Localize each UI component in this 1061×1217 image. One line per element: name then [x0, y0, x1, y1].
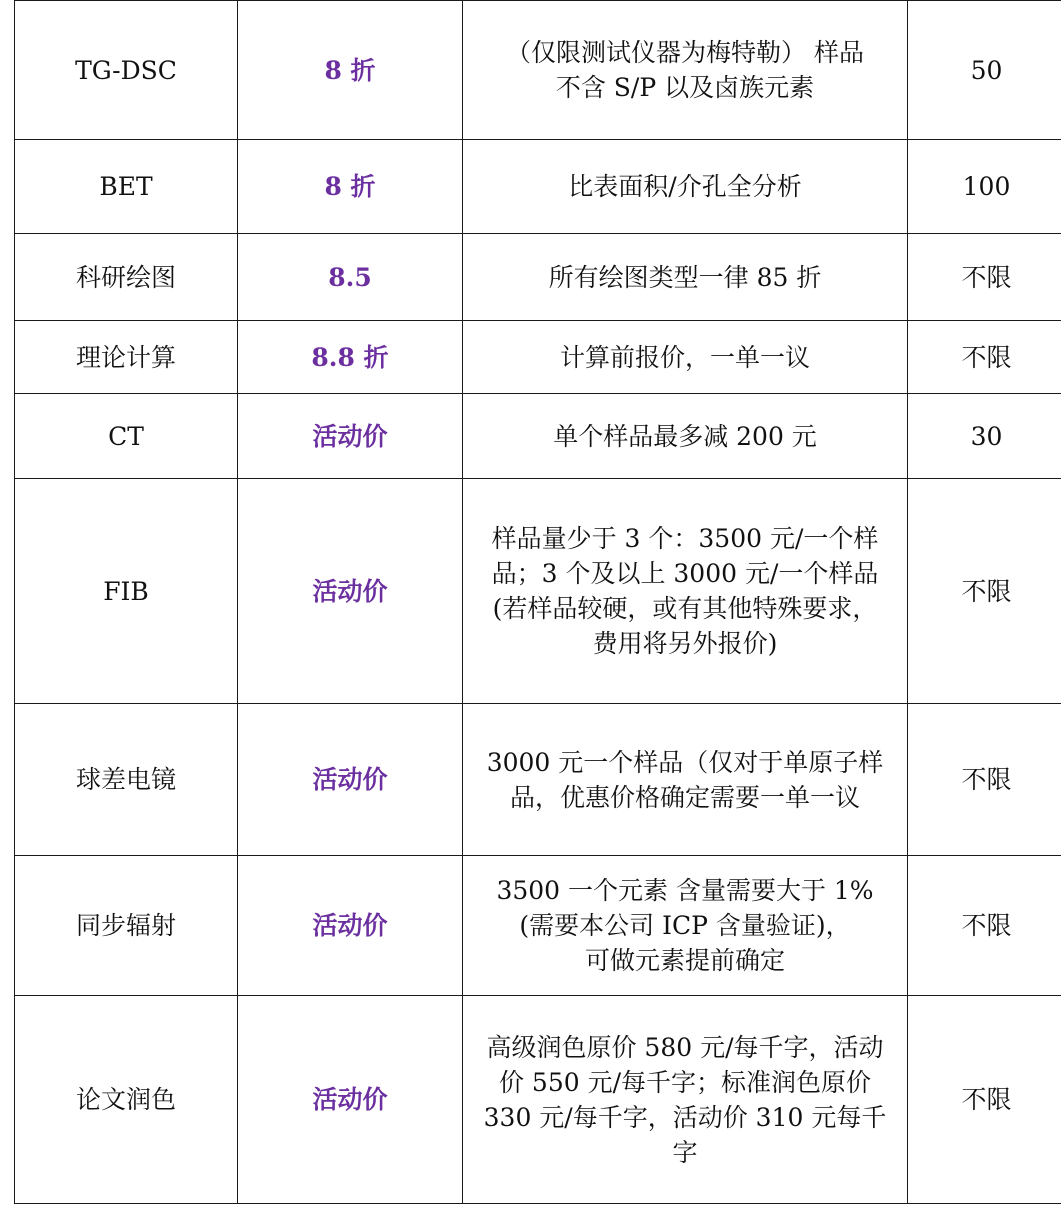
table-row	[15, 856, 1061, 996]
service-description	[463, 321, 908, 394]
price-table	[14, 0, 1061, 1204]
service-description	[463, 704, 908, 856]
description-line: 费用将另外报价)	[592, 629, 778, 658]
description-line: 可做元素提前确定	[584, 946, 785, 975]
discount-value: 活动价	[238, 479, 463, 704]
service-description	[463, 1, 908, 140]
service-description	[463, 394, 908, 479]
quantity-limit: 不限	[908, 704, 1061, 856]
service-name: TG-DSC	[15, 1, 238, 140]
service-description	[463, 996, 908, 1204]
description-line: 3500 一个元素 含量需要大于 1%	[496, 876, 874, 905]
description-line: (若样品较硬，或有其他特殊要求，	[492, 594, 878, 623]
description-line: 字	[672, 1137, 698, 1167]
service-name: 同步辐射	[15, 856, 238, 996]
discount-value: 活动价	[238, 394, 463, 479]
table-row	[15, 1, 1061, 140]
discount-value: 8 折	[238, 1, 463, 140]
description-line: (需要本公司 ICP 含量验证)，	[519, 911, 851, 940]
description-line: 所有绘图类型一律 85 折	[548, 262, 822, 292]
discount-value: 8.8 折	[238, 321, 463, 394]
price-table-container	[14, 0, 1046, 1204]
quantity-limit: 不限	[908, 234, 1061, 321]
description-line: 高级润色原价 580 元/每千字，活动	[486, 1032, 884, 1062]
description-line: 品，优惠价格确定需要一单一议	[509, 782, 860, 812]
quantity-limit: 100	[908, 140, 1061, 234]
description-line: 计算前报价，一单一议	[559, 342, 810, 372]
quantity-limit: 不限	[908, 856, 1061, 996]
quantity-limit: 不限	[908, 321, 1061, 394]
discount-value: 活动价	[238, 996, 463, 1204]
quantity-limit: 30	[908, 394, 1061, 479]
quantity-limit: 50	[908, 1, 1061, 140]
service-name: 理论计算	[15, 321, 238, 394]
table-row	[15, 704, 1061, 856]
service-description	[463, 140, 908, 234]
description-line: 比表面积/介孔全分析	[568, 172, 802, 201]
table-row	[15, 234, 1061, 321]
description-line: 样品量少于 3 个：3500 元/一个样	[491, 524, 879, 553]
description-line: （仅限测试仪器为梅特勒） 样品	[506, 38, 864, 67]
description-line: 单个样品最多减 200 元	[553, 421, 817, 451]
discount-value: 8.5	[238, 234, 463, 321]
description-line: 330 元/每千字，活动价 310 元每千	[483, 1102, 887, 1132]
service-description	[463, 234, 908, 321]
service-name: FIB	[15, 479, 238, 704]
quantity-limit: 不限	[908, 479, 1061, 704]
service-description	[463, 856, 908, 996]
description-line: 价 550 元/每千字；标准润色原价	[498, 1067, 872, 1097]
service-description	[463, 479, 908, 704]
table-row	[15, 996, 1061, 1204]
service-name: 论文润色	[15, 996, 238, 1204]
quantity-limit: 不限	[908, 996, 1061, 1204]
service-name: 科研绘图	[15, 234, 238, 321]
table-row	[15, 394, 1061, 479]
table-row	[15, 479, 1061, 704]
service-name: CT	[15, 394, 238, 479]
service-name: 球差电镜	[15, 704, 238, 856]
description-line: 不含 S/P 以及卤族元素	[555, 73, 815, 102]
discount-value: 活动价	[238, 856, 463, 996]
discount-value: 活动价	[238, 704, 463, 856]
description-line: 品；3 个及以上 3000 元/一个样品	[491, 559, 879, 588]
service-name: BET	[15, 140, 238, 234]
description-line: 3000 元一个样品（仅对于单原子样	[486, 747, 884, 777]
discount-value: 8 折	[238, 140, 463, 234]
table-row	[15, 140, 1061, 234]
table-row	[15, 321, 1061, 394]
